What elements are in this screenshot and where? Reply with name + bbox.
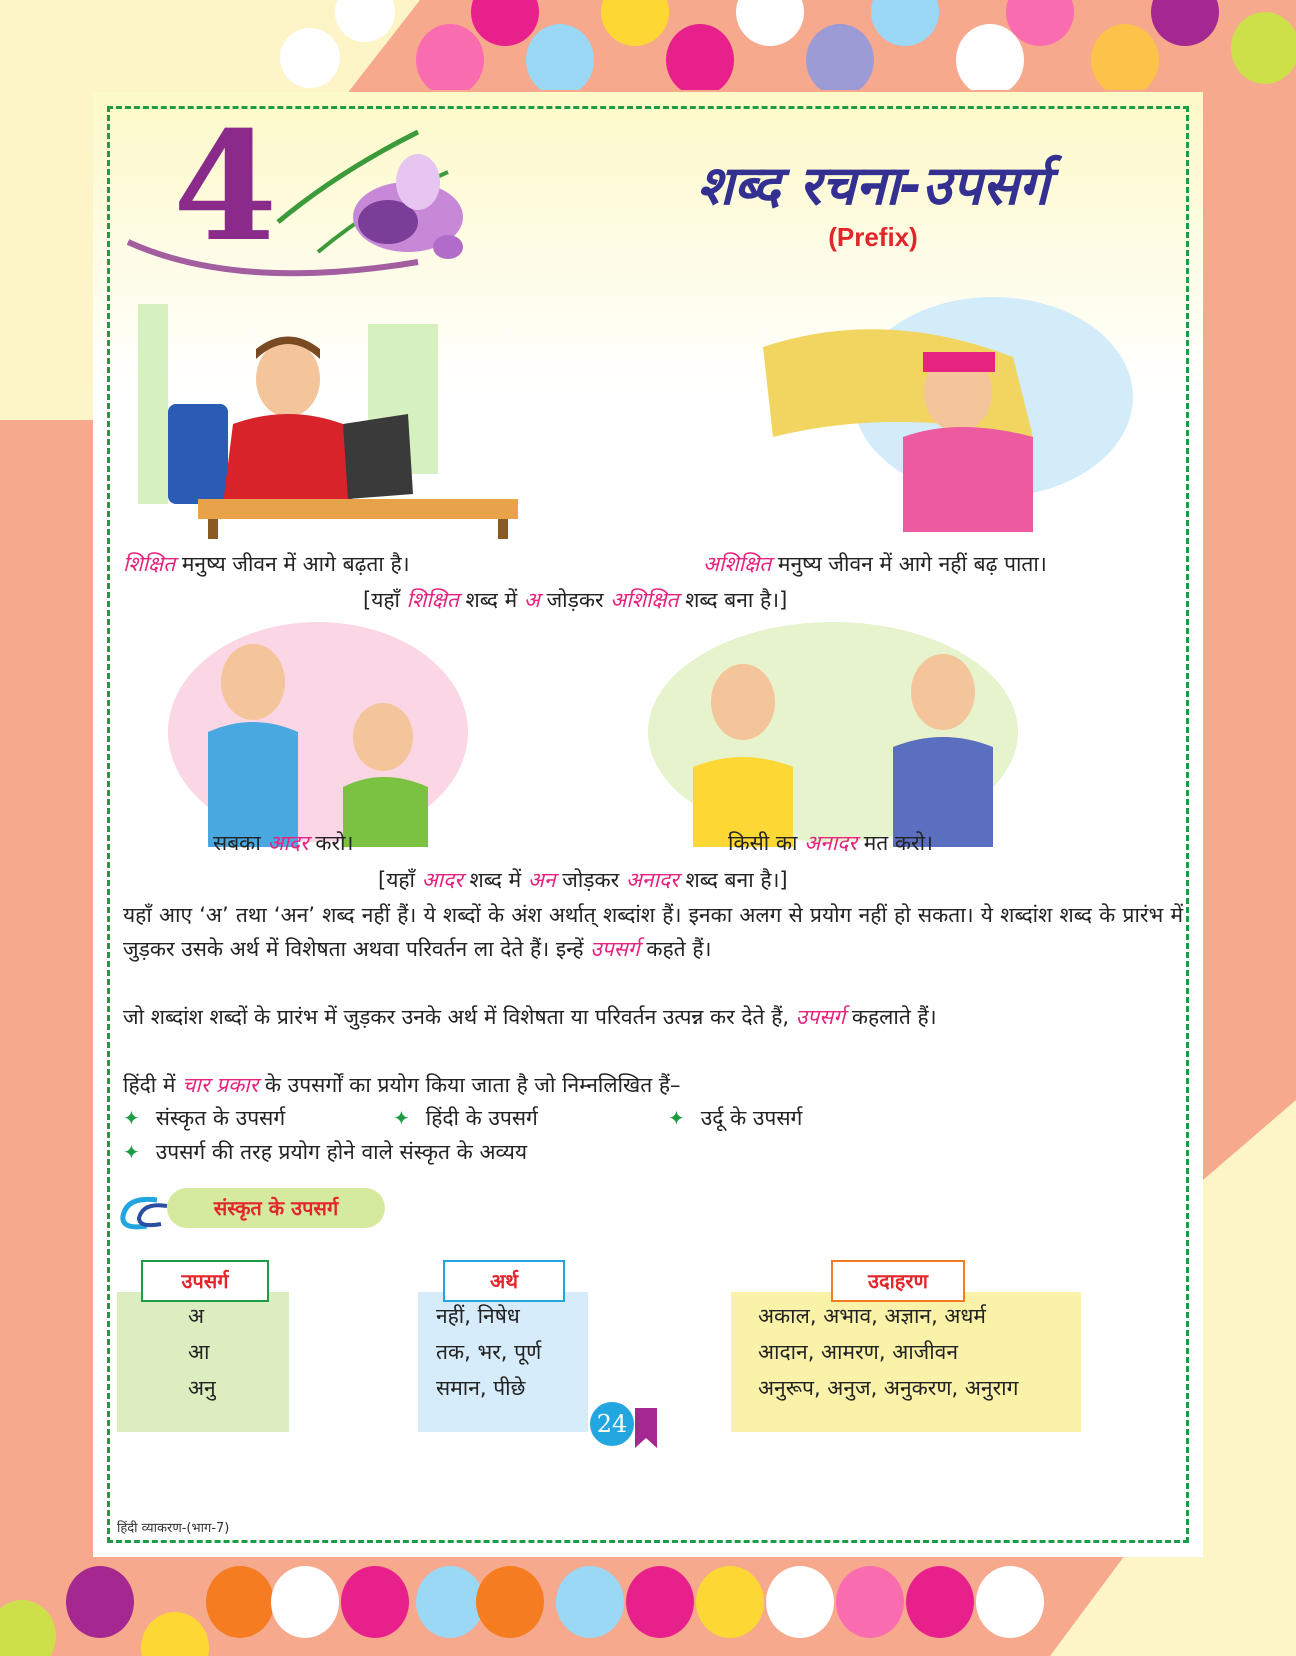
note-2-hl: अन (527, 868, 556, 892)
type-item (123, 1138, 527, 1166)
illustration-uneducated-man (733, 297, 1173, 532)
caption-respect-text: करो। (308, 831, 354, 855)
table-header-prefix: उपसर्ग (141, 1260, 269, 1302)
book-title-footer: हिंदी व्याकरण-(भाग-7) (117, 1521, 230, 1536)
table-cell: अनु (188, 1376, 216, 1400)
paragraph-2-text: जो शब्दांश शब्दों के प्रारंभ में जुड़कर उनके अर्थ में विशेषता या परिवर्तन उत्पन्न कर देते हैं, (123, 1005, 796, 1029)
note-2-part: शब्द में (462, 868, 528, 892)
table-cell: अकाल, अभाव, अज्ञान, अधर्म (758, 1304, 986, 1328)
chapter-number: 4 (173, 99, 278, 275)
paragraph-1 (123, 898, 1183, 966)
type-label: हिंदी के उपसर्ग (425, 1106, 538, 1130)
paragraph-1-text: यहाँ आए ‘अ’ तथा ‘अन’ शब्द नहीं हैं। ये शब्दों के अंश अर्थात् शब्दांश हैं। इनका अलग से प्रयोग नहीं हो सकता। ये शब्दांश शब्द के प्रारंभ में जुड़कर उसके अर्थ में विशेषता अथवा परिवर्तन ला देते हैं। इन्हें (123, 903, 1183, 961)
type-item (668, 1104, 802, 1132)
chapter-title: शब्द रचना-उपसर्ग (696, 154, 1050, 217)
paragraph-3-highlight: चार प्रकार (182, 1073, 259, 1097)
caption-disrespect-text: मत करो। (857, 831, 934, 855)
paragraph-3 (123, 1068, 1183, 1102)
note-1 (363, 586, 787, 614)
top-dots-decoration (0, 0, 1296, 90)
section-swirl-icon (117, 1192, 173, 1232)
illustration-educated-man (138, 304, 533, 539)
note-2-part: शब्द बना है।] (678, 868, 788, 892)
star-bullet-icon: ✦ (123, 1106, 140, 1130)
paragraph-2 (123, 1000, 1183, 1034)
caption-disrespect-highlight: अनादर (804, 831, 858, 855)
table-cell: अ (188, 1304, 205, 1328)
table-cell: आदान, आमरण, आजीवन (758, 1340, 959, 1364)
caption-educated (123, 550, 410, 578)
note-1-part: शब्द बना है।] (678, 588, 788, 612)
caption-educated-highlight: शिक्षित (123, 552, 176, 576)
caption-uneducated-highlight: अशिक्षित (703, 552, 772, 576)
table-cell: तक, भर, पूर्ण (436, 1340, 542, 1364)
type-label: उर्दू के उपसर्ग (700, 1106, 803, 1130)
type-label: उपसर्ग की तरह प्रयोग होने वाले संस्कृत के अव्यय (155, 1140, 528, 1164)
note-2 (378, 866, 788, 894)
caption-respect-highlight: आदर (267, 831, 309, 855)
caption-uneducated-text: मनुष्य जीवन में आगे नहीं बढ़ पाता। (771, 552, 1047, 576)
star-bullet-icon: ✦ (668, 1106, 685, 1130)
note-1-part: जोड़कर (539, 588, 611, 612)
table-cell: आ (188, 1340, 210, 1364)
table-header-example: उदाहरण (831, 1260, 965, 1302)
paragraph-3-text: के उपसर्गों का प्रयोग किया जाता है जो निम्नलिखित हैं– (258, 1073, 681, 1097)
chapter-subtitle: (Prefix) (828, 222, 918, 252)
caption-respect-text: सबका (213, 831, 268, 855)
page-number: 24 (590, 1402, 634, 1446)
note-1-hl: शिक्षित (406, 588, 459, 612)
page-sheet (93, 92, 1203, 1557)
star-bullet-icon: ✦ (393, 1106, 410, 1130)
table-cell: समान, पीछे (436, 1376, 526, 1400)
section-heading-sanskrit: संस्कृत के उपसर्ग (167, 1188, 385, 1228)
caption-disrespect (728, 829, 933, 857)
type-item (123, 1104, 285, 1132)
note-1-part: शब्द में (458, 588, 524, 612)
bookmark-icon (631, 1408, 661, 1448)
table-cell: नहीं, निषेध (436, 1304, 520, 1328)
note-2-part: [यहाँ (378, 868, 422, 892)
note-2-hl: आदर (421, 868, 463, 892)
prefix-list (188, 1298, 216, 1406)
note-1-hl: अ (523, 588, 540, 612)
note-2-part: जोड़कर (555, 868, 626, 892)
caption-educated-text: मनुष्य जीवन में आगे बढ़ता है। (175, 552, 410, 576)
paragraph-2-highlight: उपसर्ग (795, 1005, 846, 1029)
paragraph-1-text: कहते हैं। (639, 937, 712, 961)
type-item (393, 1104, 538, 1132)
paragraph-3-text: हिंदी में (123, 1073, 183, 1097)
table-header-meaning: अर्थ (443, 1260, 565, 1302)
example-list (758, 1298, 1018, 1406)
caption-respect (213, 829, 353, 857)
star-bullet-icon: ✦ (123, 1140, 140, 1164)
note-1-part: [यहाँ (363, 588, 407, 612)
illustration-respect (168, 622, 473, 847)
note-1-hl: अशिक्षित (610, 588, 679, 612)
note-2-hl: अनादर (625, 868, 679, 892)
caption-uneducated (703, 550, 1047, 578)
flower-decoration (118, 99, 468, 302)
caption-disrespect-text: किसी का (728, 831, 805, 855)
meaning-list (436, 1298, 541, 1406)
paragraph-1-highlight: उपसर्ग (590, 937, 640, 961)
bottom-dots-decoration (0, 1566, 1296, 1656)
type-label: संस्कृत के उपसर्ग (155, 1106, 286, 1130)
table-cell: अनुरूप, अनुज, अनुकरण, अनुराग (758, 1376, 1019, 1400)
paragraph-2-text: कहलाते हैं। (845, 1005, 937, 1029)
illustration-disrespect (648, 617, 1018, 847)
